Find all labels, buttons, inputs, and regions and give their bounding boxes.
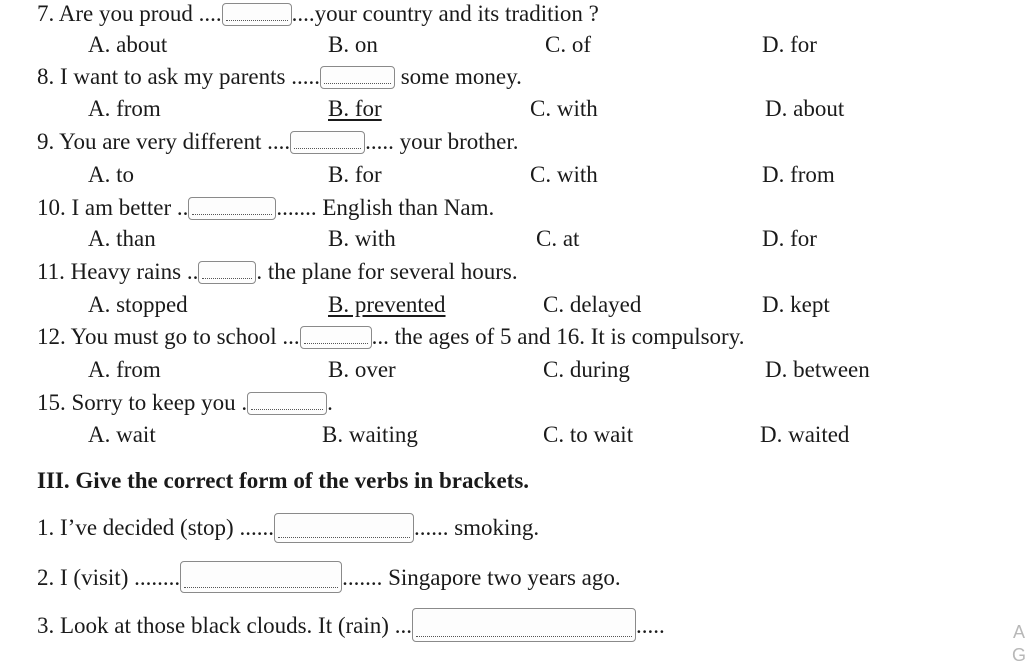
dots: ........ (134, 565, 181, 590)
dots: ... (394, 613, 412, 638)
question-8 (37, 63, 522, 91)
option-d[interactable]: D. for (762, 226, 817, 251)
question-text: 12. You must go to school (37, 324, 283, 349)
dots: .. (176, 195, 189, 220)
edge-letter: A (1013, 622, 1026, 642)
option-c[interactable]: C. at (536, 226, 580, 251)
option-c[interactable]: C. during (543, 357, 630, 382)
dots: .. (186, 259, 199, 284)
question-text: your country and its tradition ? (314, 1, 599, 26)
option-d[interactable]: D. waited (760, 422, 850, 447)
answer-blank[interactable] (300, 326, 372, 349)
question-7 (37, 0, 599, 28)
edge-letter: G (1012, 645, 1026, 665)
question-12 (37, 323, 744, 351)
answer-blank[interactable] (274, 513, 414, 543)
question-text: 8. I want to ask my parents (37, 64, 292, 89)
option-a[interactable]: A. from (88, 96, 161, 121)
option-d[interactable]: D. kept (762, 292, 830, 317)
dots: .... (198, 1, 222, 26)
question-text: . the plane for several hours. (256, 259, 518, 284)
question-text: your brother. (393, 129, 519, 154)
answer-blank[interactable] (320, 66, 395, 89)
question-text: 11. Heavy rains (37, 259, 187, 284)
dots: .... (291, 1, 315, 26)
answer-blank[interactable] (198, 261, 256, 284)
option-c[interactable]: C. delayed (543, 292, 642, 317)
question-9 (37, 128, 518, 156)
dots: ... (282, 324, 300, 349)
verb-item-2 (37, 561, 621, 593)
dots: ..... (291, 64, 320, 89)
option-a[interactable]: A. about (88, 32, 168, 57)
question-text: 15. Sorry to keep you (37, 390, 242, 415)
answer-blank[interactable] (188, 197, 276, 220)
question-10 (37, 194, 494, 222)
option-a[interactable]: A. from (88, 357, 161, 382)
dots: ...... (239, 515, 274, 540)
question-text: 10. I am better (37, 195, 177, 220)
option-a[interactable]: A. wait (88, 422, 156, 447)
option-d[interactable]: D. about (765, 96, 845, 121)
question-text: some money. (394, 64, 522, 89)
answer-blank[interactable] (222, 3, 292, 26)
option-a[interactable]: A. than (88, 226, 156, 251)
item-text: Singapore two years ago. (382, 565, 621, 590)
question-text: English than Nam. (316, 195, 495, 220)
dots: ..... (365, 129, 394, 154)
answer-blank[interactable] (247, 392, 327, 415)
option-a[interactable]: A. stopped (88, 292, 188, 317)
question-text: 9. You are very different (37, 129, 268, 154)
option-d[interactable]: D. from (762, 162, 835, 187)
item-text: 1. I’ve decided (stop) (37, 515, 240, 540)
item-text: 2. I (visit) (37, 565, 135, 590)
dots: . (241, 390, 248, 415)
question-text: 7. Are you proud (37, 1, 199, 26)
dots: ....... (342, 565, 383, 590)
answer-blank[interactable] (290, 131, 365, 154)
option-c[interactable]: C. with (530, 162, 598, 187)
dots: ..... (635, 613, 665, 638)
option-a[interactable]: A. to (88, 162, 134, 187)
dots: ....... (276, 195, 317, 220)
answer-blank[interactable] (180, 561, 342, 593)
option-b[interactable]: B. prevented (328, 292, 446, 317)
verb-item-3 (37, 608, 665, 642)
option-b[interactable]: B. for (328, 162, 382, 187)
question-11 (37, 258, 518, 286)
verb-item-1 (37, 513, 539, 543)
question-15 (37, 389, 333, 417)
option-c[interactable]: C. of (545, 32, 591, 57)
option-b[interactable]: B. on (328, 32, 378, 57)
section-heading: III. Give the correct form of the verbs in brackets. (37, 468, 530, 493)
dots: .... (267, 129, 291, 154)
option-b[interactable]: B. over (328, 357, 396, 382)
question-text: . (327, 390, 333, 415)
option-c[interactable]: C. with (530, 96, 598, 121)
dots: ... (371, 324, 389, 349)
answer-blank[interactable] (412, 608, 636, 642)
option-c[interactable]: C. to wait (543, 422, 634, 447)
option-b[interactable]: B. for (328, 96, 382, 121)
dots: ...... (413, 515, 449, 540)
item-text: 3. Look at those black clouds. It (rain) (37, 613, 395, 638)
option-b[interactable]: B. waiting (322, 422, 418, 447)
option-b[interactable]: B. with (328, 226, 396, 251)
question-text: the ages of 5 and 16. It is compulsory. (388, 324, 745, 349)
item-text: smoking. (448, 515, 540, 540)
option-d[interactable]: D. between (765, 357, 870, 382)
option-d[interactable]: D. for (762, 32, 817, 57)
